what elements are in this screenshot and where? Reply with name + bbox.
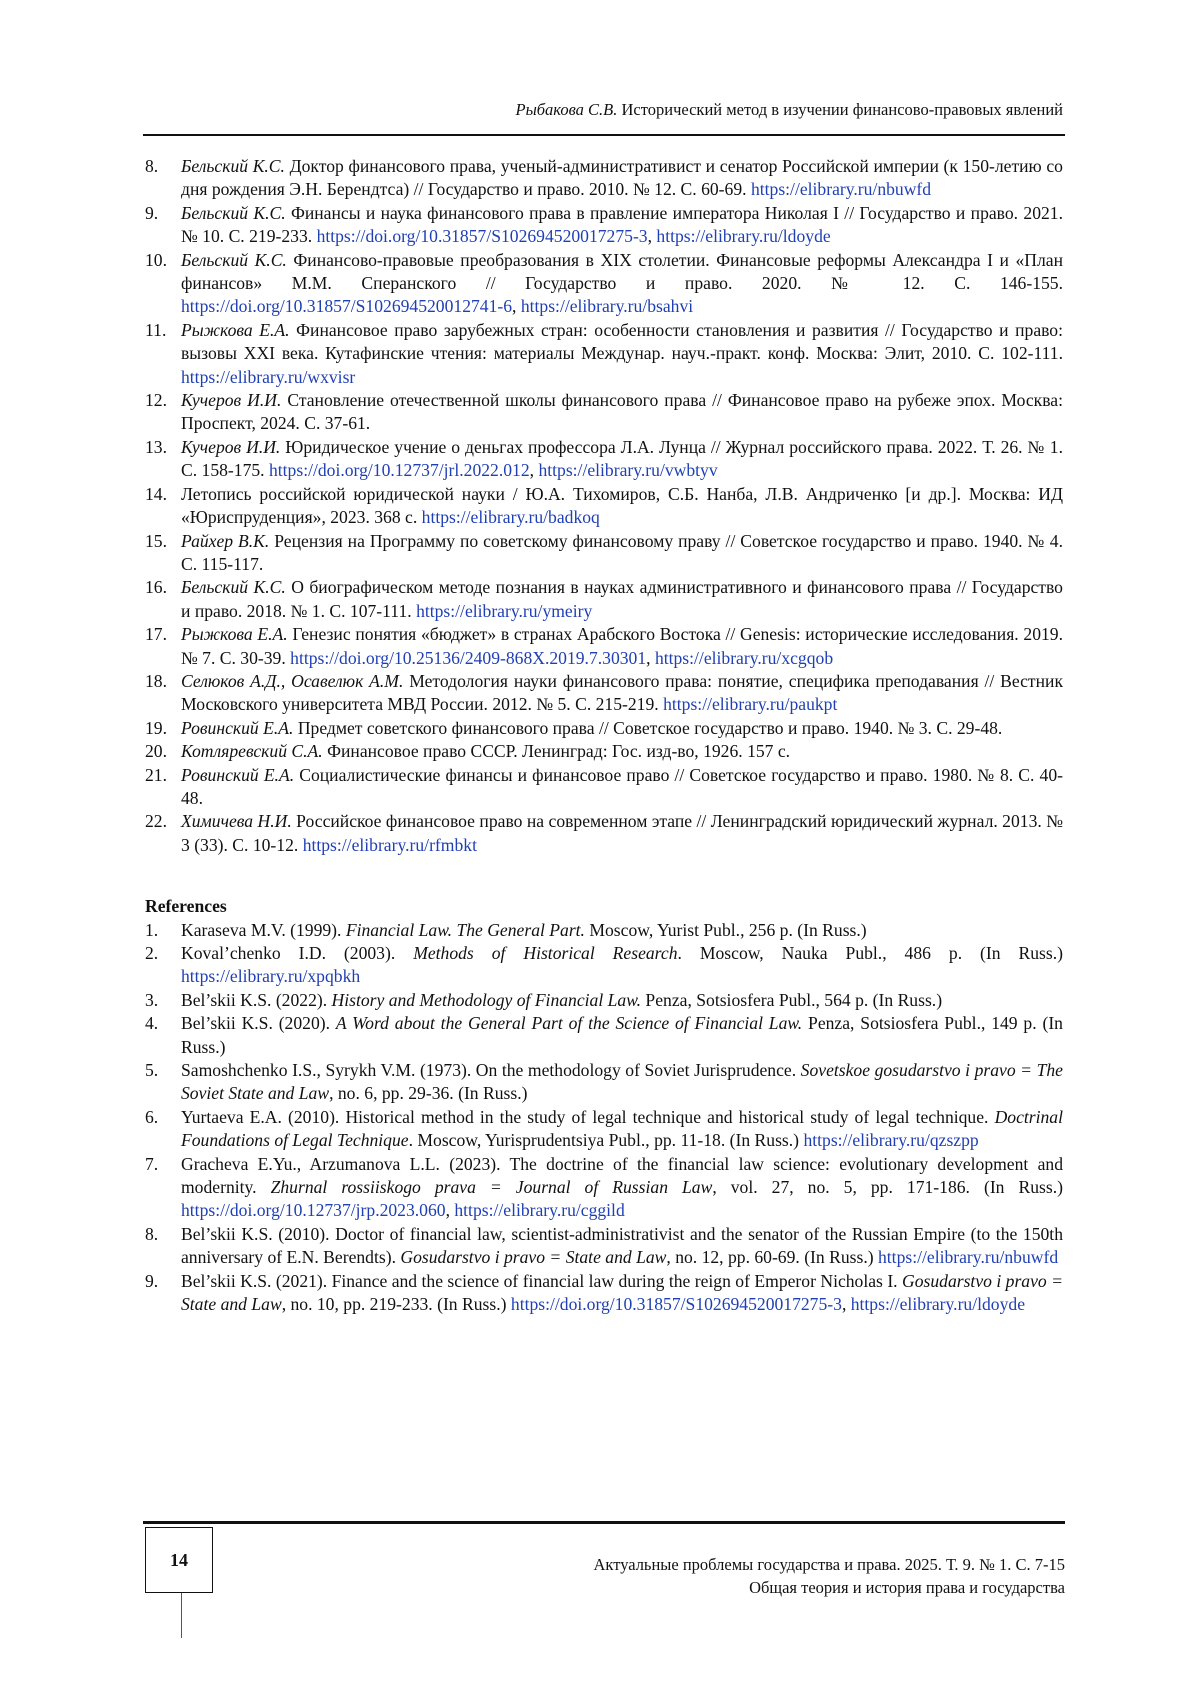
running-head-title: Исторический метод в изучении финансово-правовых явлений [622,100,1063,119]
reference-item: 17. Рыжкова Е.А. Генезис понятия «бюджет» в странах Арабского Востока // Genesis: исторические исследования. 2019. № 7. С. 30-39. https://doi.org/10.25136/2409-868X.2019.7.30301, https://elibrary.ru/xcgqob [145,623,1063,670]
reference-list-english [145,919,1063,1317]
reference-link[interactable]: https://elibrary.ru/wxvisr [181,367,355,387]
reference-link[interactable]: https://elibrary.ru/badkoq [422,507,600,527]
reference-author: Бельский К.С. [181,250,287,270]
reference-text: , no. 10, pp. 219-233. (In Russ.) [282,1294,511,1314]
reference-author: Бельский К.С. [181,577,286,597]
reference-number: 8. [145,1223,158,1246]
reference-number: 19. [145,717,167,740]
reference-text: , [842,1294,851,1314]
reference-text: Koval’chenko I.D. (2003). [181,943,413,963]
reference-author: Кучеров И.И. [181,437,280,457]
running-head-author: Рыбакова С.В. [515,100,617,119]
reference-link[interactable]: https://elibrary.ru/ldoyde [851,1294,1025,1314]
reference-link[interactable]: https://elibrary.ru/paukpt [663,694,837,714]
reference-link[interactable]: https://elibrary.ru/vwbtyv [538,460,717,480]
reference-number: 12. [145,389,167,412]
reference-link[interactable]: https://elibrary.ru/xcgqob [655,648,833,668]
reference-text: Samoshchenko I.S., Syrykh V.M. (1973). On the methodology of Soviet Jurisprudence. [181,1060,801,1080]
reference-text: Bel’skii K.S. (2010). Doctor of financial law, scientist-administrativist and the senator of the Russian Empire (to the 150th anniversary of E.N. Berendts). [181,1224,1063,1267]
reference-number: 7. [145,1153,158,1176]
references-heading: References [145,895,1063,918]
reference-text: О биографическом методе познания в науках административного и финансового права // Государство и право. 2018. № 1. С. 107-111. [181,577,1063,620]
reference-number: 2. [145,942,158,965]
reference-item [145,530,1063,577]
reference-text: Bel’skii K.S. (2020). [181,1013,336,1033]
footer [480,1553,1065,1599]
reference-link[interactable]: https://elibrary.ru/xpqbkh [181,966,360,986]
reference-author: Бельский К.С. [181,156,285,176]
reference-item [145,1012,1063,1059]
reference-number: 20. [145,740,167,763]
reference-item [145,717,1063,740]
footer-journal-line: Актуальные проблемы государства и права. 2025. Т. 9. № 1. С. 7-15 [480,1553,1065,1576]
reference-number: 11. [145,319,166,342]
reference-item [145,1223,1063,1270]
reference-link[interactable]: https://elibrary.ru/ymeiry [416,601,592,621]
reference-source-title: Gosudarstvo i pravo = State and Law [181,1271,1063,1314]
reference-author: Бельский К.С. [181,203,286,223]
reference-number: 4. [145,1012,158,1035]
reference-number: 1. [145,919,158,942]
reference-text: . Moscow, Yurisprudentsiya Publ., pp. 11-18. (In Russ.) [409,1130,804,1150]
reference-text: Рецензия на Программу по советскому финансовому праву // Советское государство и право. 1940. № 4. С. 115-117. [181,531,1063,574]
reference-item [145,155,1063,202]
reference-author: Ровинский Е.А. [181,765,294,785]
reference-number: 15. [145,530,167,553]
reference-author: Райхер В.К. [181,531,269,551]
reference-item: 13. Кучеров И.И. Юридическое учение о деньгах профессора Л.А. Лунца // Журнал российского права. 2022. Т. 26. № 1. С. 158-175. https://doi.org/10.12737/jrl.2022.012, https://elibrary.ru/vwbtyv [145,436,1063,483]
reference-link[interactable]: https://elibrary.ru/qzszpp [803,1130,978,1150]
reference-link[interactable]: https://doi.org/10.31857/S102694520017275-3 [317,226,648,246]
reference-author: Рыжкова Е.А. [181,624,288,644]
reference-link[interactable]: https://elibrary.ru/nbuwfd [878,1247,1058,1267]
reference-number: 13. [145,436,167,459]
reference-text: Финансово-правовые преобразования в XIX столетии. Финансовые реформы Александра I и «План финансов» М.М. Сперанского // Государство и право. 2020. № 12. С. 146-155. [181,250,1063,293]
reference-item [145,670,1063,717]
reference-item: 9. Бельский К.С. Финансы и наука финансового права в правление императора Николая I // Государство и право. 2021. № 10. С. 219-233. https://doi.org/10.31857/S102694520017275-3, https://elibrary.ru/ldoyde [145,202,1063,249]
reference-item [145,764,1063,811]
reference-source-title: A Word about the General Part of the Science of Financial Law. [336,1013,802,1033]
reference-text: Penza, Sotsiosfera Publ., 564 p. (In Russ.) [641,990,942,1010]
reference-number: 16. [145,576,167,599]
running-head [145,98,1063,122]
reference-number: 8. [145,155,158,178]
reference-text: Доктор финансового права, ученый-административист и сенатор Российской империи (к 150-летию со дня рождения Э.Н. Берендтса) // Государство и право. 2010. № 12. С. 60-69. [181,156,1063,199]
reference-text: Финансовое право СССР. Ленинград: Гос. изд-во, 1926. 157 с. [327,741,790,761]
reference-author: Котляревский С.А. [181,741,323,761]
reference-text: Penza, Sotsiosfera Publ., 149 p. (In Russ.) [181,1013,1063,1056]
reference-link[interactable]: https://doi.org/10.31857/S102694520017275-3 [511,1294,842,1314]
reference-number: 14. [145,483,167,506]
reference-text: Karaseva M.V. (1999). [181,920,346,940]
reference-text: Летопись российской юридической науки / Ю.А. Тихомиров, С.Б. Нанба, Л.В. Андриченко [и др.]. Москва: ИД «Юриспруденция», 2023. 368 с. [181,484,1063,527]
reference-item: 10. Бельский К.С. Финансово-правовые преобразования в XIX столетии. Финансовые реформы Александра I и «План финансов» М.М. Сперанского // Государство и право. 2020. № 12. С. 146-155. https://doi.org/10.31857/S102694520012741-6, https://elibrary.ru/bsahvi [145,249,1063,319]
reference-source-title: History and Methodology of Financial Law. [332,990,642,1010]
reference-source-title: Zhurnal rossiiskogo prava = Journal of Russian Law [271,1177,713,1197]
reference-number: 5. [145,1059,158,1082]
reference-text: Финансы и наука финансового права в правление императора Николая I // Государство и право. 2021. № 10. С. 219-233. [181,203,1063,246]
reference-item [145,1270,1063,1317]
reference-text: Moscow, Yurist Publ., 256 p. (In Russ.) [585,920,867,940]
reference-item [145,942,1063,989]
reference-text: Предмет советского финансового права // Советское государство и право. 1940. № 3. С. 29-48. [298,718,1003,738]
reference-text: Российское финансовое право на современном этапе // Ленинградский юридический журнал. 2013. № 3 (33). С. 10-12. [181,811,1063,854]
reference-item [145,389,1063,436]
reference-text: , [446,1200,455,1220]
reference-text: , no. 6, pp. 29-36. (In Russ.) [329,1083,527,1103]
reference-number: 10. [145,249,167,272]
reference-source-title: Doctrinal Foundations of Legal Technique [181,1107,1063,1150]
reference-number: 18. [145,670,167,693]
reference-link[interactable]: https://elibrary.ru/bsahvi [521,296,693,316]
reference-item [145,576,1063,623]
reference-list-russian [145,155,1063,857]
reference-text: Финансовое право зарубежных стран: особенности становления и развития // Государство и право: вызовы XXI века. Кутафинские чтения: материалы Междунар. науч.-практ. конф. Москва: Элит, 2010. С. 102-111. [181,320,1063,363]
reference-number: 3. [145,989,158,1012]
reference-number: 9. [145,202,158,225]
reference-item [145,989,1063,1012]
reference-item [145,740,1063,763]
reference-text: , vol. 27, no. 5, pp. 171-186. (In Russ.) [712,1177,1063,1197]
reference-link[interactable]: https://doi.org/10.12737/jrl.2022.012 [269,460,530,480]
reference-author: Кучеров И.И. [181,390,281,410]
reference-source-title: Financial Law. The General Part. [346,920,585,940]
reference-text: Yurtaeva E.A. (2010). Historical method in the study of legal technique and historical study of legal technique. [181,1107,995,1127]
reference-link[interactable]: https://doi.org/10.12737/jrp.2023.060 [181,1200,446,1220]
reference-item [145,1153,1063,1223]
reference-number: 17. [145,623,167,646]
main-content [145,155,1063,1317]
reference-source-title: Methods of Historical Research [413,943,677,963]
reference-source-title: Sovetskoe gosudarstvo i pravo = The Soviet State and Law [181,1060,1063,1103]
reference-link[interactable]: https://elibrary.ru/nbuwfd [751,179,931,199]
reference-number: 22. [145,810,167,833]
reference-text: Gracheva E.Yu., Arzumanova L.L. (2023). The doctrine of the financial law science: evolutionary development and modernity. [181,1154,1063,1197]
reference-item [145,919,1063,942]
reference-author: Химичева Н.И. [181,811,292,831]
reference-text: , no. 12, pp. 60-69. (In Russ.) [666,1247,878,1267]
reference-number: 21. [145,764,167,787]
reference-item [145,810,1063,857]
reference-text: Генезис понятия «бюджет» в странах Арабского Востока // Genesis: исторические исследования. 2019. № 7. С. 30-39. [181,624,1063,667]
reference-item [145,319,1063,389]
page-number-box [145,1527,213,1593]
reference-text: Социалистические финансы и финансовое право // Советское государство и право. 1980. № 8. С. 40-48. [181,765,1063,808]
header-rule [143,134,1065,136]
reference-link[interactable]: https://elibrary.ru/ldoyde [656,226,830,246]
reference-author: Рыжкова Е.А. [181,320,290,340]
reference-author: Ровинский Е.А. [181,718,293,738]
reference-author: Селюков А.Д., Осавелюк А.М. [181,671,403,691]
reference-text: . Moscow, Nauka Publ., 486 p. (In Russ.) [678,943,1064,963]
reference-text: Методология науки финансового права: понятие, специфика преподавания // Вестник Московского университета МВД России. 2012. № 5. С. 215-219. [181,671,1063,714]
reference-text: Bel’skii K.S. (2022). [181,990,332,1010]
reference-link[interactable]: https://doi.org/10.25136/2409-868X.2019.7.30301 [290,648,646,668]
reference-item [145,1059,1063,1106]
footer-rule [143,1521,1065,1524]
reference-text: Юридическое учение о деньгах профессора Л.А. Лунца // Журнал российского права. 2022. Т. 26. № 1. С. 158-175. [181,437,1063,480]
reference-source-title: Gosudarstvo i pravo = State and Law [400,1247,666,1267]
reference-text: Bel’skii K.S. (2021). Finance and the science of financial law during the reign of Emperor Nicholas I. [181,1271,902,1291]
reference-number: 9. [145,1270,158,1293]
reference-link[interactable]: https://elibrary.ru/rfmbkt [303,835,477,855]
reference-item [145,1106,1063,1153]
footer-section-line: Общая теория и история права и государства [480,1576,1065,1599]
reference-number: 6. [145,1106,158,1129]
reference-link[interactable]: https://doi.org/10.31857/S102694520012741-6 [181,296,512,316]
page-number: 14 [170,1550,188,1571]
reference-text: Становление отечественной школы финансового права // Финансовое право на рубеже эпох. Москва: Проспект, 2024. С. 37-61. [181,390,1063,433]
reference-item [145,483,1063,530]
page-number-stem [181,1593,182,1638]
reference-link[interactable]: https://elibrary.ru/cggild [454,1200,624,1220]
